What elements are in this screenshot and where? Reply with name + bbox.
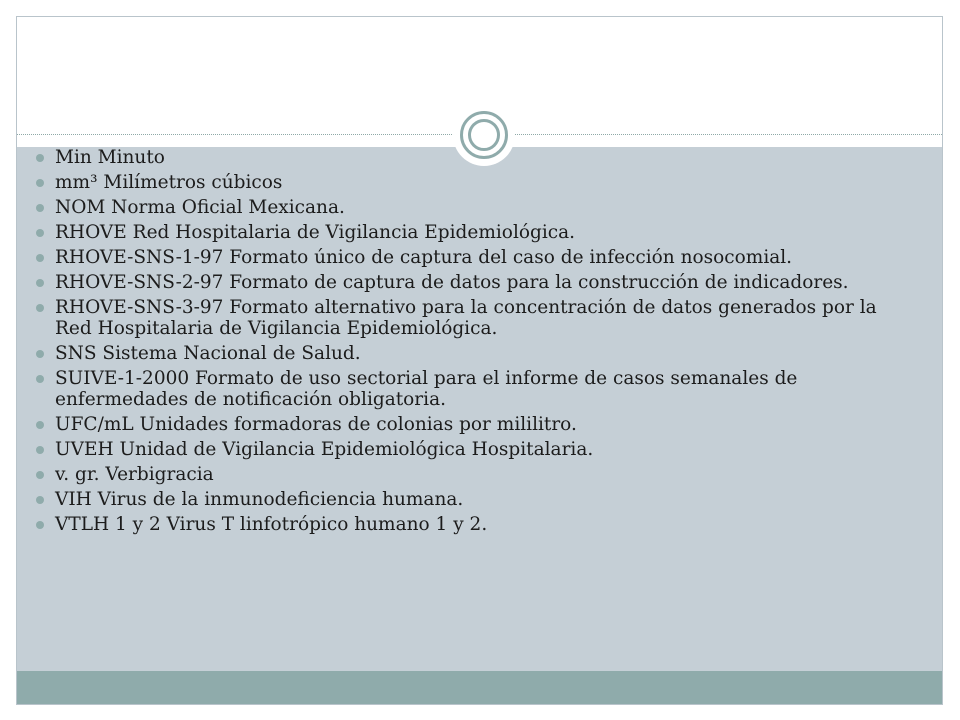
bullet-icon (36, 471, 44, 479)
list-item (36, 297, 886, 339)
list-item (36, 514, 886, 535)
list-item-text: mm³ Milímetros cúbicos (55, 172, 283, 193)
bullet-icon (36, 179, 44, 187)
bullet-icon (36, 304, 44, 312)
list-item (36, 464, 886, 485)
list-item-text: UFC/mL Unidades formadoras de colonias por mililitro. (55, 414, 577, 435)
bullet-icon (36, 375, 44, 383)
list-item-text: VIH Virus de la inmunodeficiencia humana. (55, 489, 464, 510)
abbreviation-list (36, 147, 886, 539)
list-item (36, 172, 886, 193)
bullet-icon (36, 521, 44, 529)
list-item (36, 147, 886, 168)
list-item-text: RHOVE-SNS-2-97 Formato de captura de datos para la construcción de indicadores. (55, 272, 849, 293)
list-item (36, 222, 886, 243)
list-item (36, 197, 886, 218)
list-item-text: RHOVE-SNS-3-97 Formato alternativo para la concentración de datos generados por la Red Hospitalaria de Vigilancia Epidemiológica. (55, 297, 877, 339)
list-item (36, 343, 886, 364)
list-item-text: SNS Sistema Nacional de Salud. (55, 343, 361, 364)
list-item-text: RHOVE Red Hospitalaria de Vigilancia Epidemiológica. (55, 222, 576, 243)
list-item-text: UVEH Unidad de Vigilancia Epidemiológica Hospitalaria. (55, 439, 594, 460)
bottom-accent-bar (17, 671, 942, 705)
list-item (36, 272, 886, 293)
list-item-text: v. gr. Verbigracia (55, 464, 214, 485)
bullet-icon (36, 421, 44, 429)
list-item-text: NOM Norma Oficial Mexicana. (55, 197, 345, 218)
list-item-text: VTLH 1 y 2 Virus T linfotrópico humano 1 y 2. (55, 514, 488, 535)
list-item (36, 439, 886, 460)
list-item-text: SUIVE-1-2000 Formato de uso sectorial para el informe de casos semanales de enfermedades de notificación obligatoria. (55, 368, 798, 410)
list-item (36, 368, 886, 410)
list-item-text: RHOVE-SNS-1-97 Formato único de captura del caso de infección nosocomial. (55, 247, 793, 268)
bullet-icon (36, 496, 44, 504)
bullet-icon (36, 229, 44, 237)
list-item-text: Min Minuto (55, 147, 165, 168)
bullet-icon (36, 254, 44, 262)
list-item (36, 247, 886, 268)
list-item (36, 414, 886, 435)
bullet-icon (36, 154, 44, 162)
bullet-icon (36, 446, 44, 454)
bullet-icon (36, 350, 44, 358)
list-item (36, 489, 886, 510)
bullet-icon (36, 279, 44, 287)
bullet-icon (36, 204, 44, 212)
